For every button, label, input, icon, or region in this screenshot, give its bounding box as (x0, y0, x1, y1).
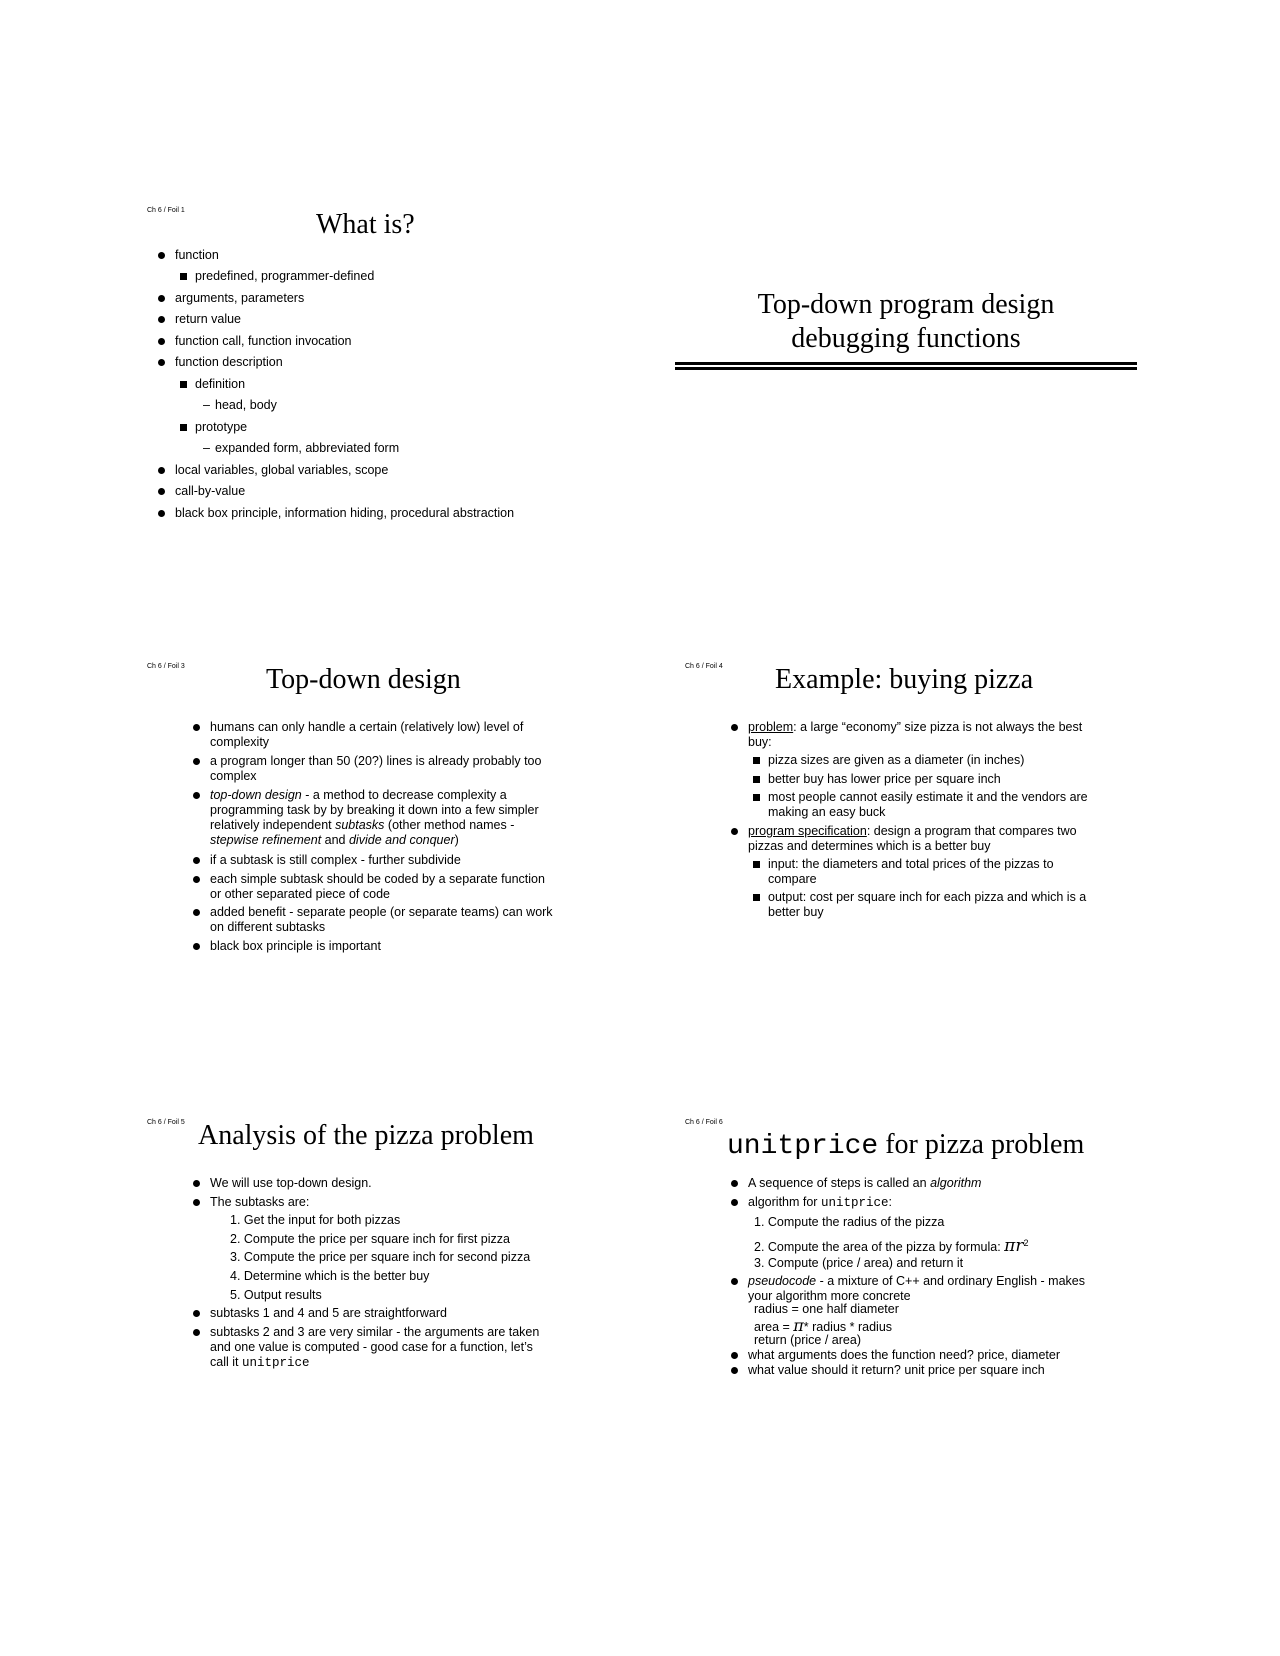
bullet-dot-icon (158, 252, 165, 259)
foil-label: Ch 6 / Foil 4 (685, 663, 723, 670)
list-item: a program longer than 50 (20?) lines is already probably too complex (210, 754, 555, 784)
bullet-dot-icon (158, 295, 165, 302)
bullet-dot-icon (193, 876, 200, 883)
list-item: – head, body (203, 398, 277, 412)
list-item: program specification: design a program that compares two pizzas and determines which is a better buy (748, 824, 1093, 854)
dash-icon: – (203, 441, 210, 455)
code-line: return (price / area) (754, 1333, 861, 1347)
list-item: call-by-value (175, 484, 245, 499)
bullet-dot-icon (158, 488, 165, 495)
code-line: area = π* radius * radius (754, 1316, 893, 1335)
list-item: 5. Output results (230, 1288, 322, 1302)
list-item: 3. Compute the price per square inch for second pizza (230, 1250, 531, 1264)
foil-title-line-1: Top-down program design (757, 289, 1055, 320)
bullet-dot-icon (193, 909, 200, 916)
code-line: radius = one half diameter (754, 1302, 899, 1316)
bullet-square-icon (180, 424, 187, 431)
list-item: function (175, 248, 219, 263)
list-item: local variables, global variables, scope (175, 463, 388, 478)
foil-title: Example: buying pizza (775, 664, 1034, 695)
bullet-dot-icon (158, 338, 165, 345)
bullet-square-icon (753, 894, 760, 901)
list-item: pizza sizes are given as a diameter (in inches) (768, 753, 1093, 768)
list-item: added benefit - separate people (or separate teams) can work on different subtasks (210, 905, 555, 935)
bullet-dot-icon (731, 1199, 738, 1206)
bullet-dot-icon (193, 724, 200, 731)
list-item: if a subtask is still complex - further subdivide (210, 853, 555, 868)
bullet-dot-icon (731, 1367, 738, 1374)
foil-title: Analysis of the pizza problem (198, 1120, 534, 1151)
list-item: 1. Compute the radius of the pizza (754, 1215, 945, 1229)
list-item: arguments, parameters (175, 291, 304, 306)
list-item: input: the diameters and total prices of the pizzas to compare (768, 857, 1093, 887)
bullet-square-icon (753, 776, 760, 783)
bullet-square-icon (180, 381, 187, 388)
foil-label: Ch 6 / Foil 3 (147, 663, 185, 670)
foil-title: Top-down design (266, 664, 461, 695)
list-item: 3. Compute (price / area) and return it (754, 1256, 964, 1270)
title-rule (675, 362, 1137, 365)
foil-title-line-2: debugging functions (791, 323, 1021, 354)
foil-title: unitprice for pizza problem (727, 1129, 1085, 1162)
list-item: output: cost per square inch for each pizza and which is a better buy (768, 890, 1093, 920)
list-item: subtasks 1 and 4 and 5 are straightforward (210, 1306, 555, 1321)
bullet-dot-icon (158, 467, 165, 474)
list-item: algorithm for unitprice: (748, 1195, 1103, 1211)
list-item: better buy has lower price per square inch (768, 772, 1093, 787)
list-item: black box principle, information hiding, procedural abstraction (175, 506, 514, 521)
bullet-dot-icon (193, 1329, 200, 1336)
bullet-dot-icon (731, 724, 738, 731)
list-item: function description (175, 355, 283, 370)
list-item: 1. Get the input for both pizzas (230, 1213, 401, 1227)
list-item: The subtasks are: (210, 1195, 555, 1210)
bullet-square-icon (753, 757, 760, 764)
list-item: what value should it return? unit price per square inch (748, 1363, 1128, 1378)
bullet-square-icon (753, 794, 760, 801)
bullet-dot-icon (731, 1180, 738, 1187)
list-item: pseudocode - a mixture of C++ and ordinary English - makes your algorithm more concrete (748, 1274, 1103, 1304)
bullet-dot-icon (193, 857, 200, 864)
bullet-dot-icon (731, 1352, 738, 1359)
list-item: problem: a large “economy” size pizza is not always the best buy: (748, 720, 1093, 750)
dash-icon: – (203, 398, 210, 412)
list-item: humans can only handle a certain (relatively low) level of complexity (210, 720, 555, 750)
bullet-dot-icon (158, 316, 165, 323)
foil-label: Ch 6 / Foil 5 (147, 1119, 185, 1126)
list-item: – expanded form, abbreviated form (203, 441, 400, 455)
list-item: 4. Determine which is the better buy (230, 1269, 430, 1283)
list-item: what arguments does the function need? price, diameter (748, 1348, 1128, 1363)
bullet-dot-icon (193, 1310, 200, 1317)
foil-label: Ch 6 / Foil 6 (685, 1119, 723, 1126)
list-item: most people cannot easily estimate it and the vendors are making an easy buck (768, 790, 1093, 820)
title-rule (675, 367, 1137, 370)
list-item: 2. Compute the price per square inch for first pizza (230, 1232, 510, 1246)
bullet-dot-icon (193, 1180, 200, 1187)
foil-title: What is? (316, 209, 415, 240)
bullet-dot-icon (158, 510, 165, 517)
bullet-dot-icon (193, 758, 200, 765)
list-item: black box principle is important (210, 939, 555, 954)
list-item: predefined, programmer-defined (195, 269, 374, 284)
bullet-square-icon (180, 273, 187, 280)
list-item: return value (175, 312, 241, 327)
list-item: A sequence of steps is called an algorithm (748, 1176, 1103, 1191)
foil-label: Ch 6 / Foil 1 (147, 207, 185, 214)
bullet-dot-icon (158, 359, 165, 366)
bullet-dot-icon (731, 828, 738, 835)
list-item: each simple subtask should be coded by a separate function or other separated piece of code (210, 872, 555, 902)
bullet-dot-icon (731, 1278, 738, 1285)
bullet-dot-icon (193, 1199, 200, 1206)
list-item: function call, function invocation (175, 334, 352, 349)
list-item: definition (195, 377, 245, 392)
bullet-dot-icon (193, 792, 200, 799)
bullet-square-icon (753, 861, 760, 868)
list-item: We will use top-down design. (210, 1176, 555, 1191)
bullet-dot-icon (193, 943, 200, 950)
list-item: subtasks 2 and 3 are very similar - the arguments are taken and one value is computed - good case for a function, let’s call it unitprice (210, 1325, 555, 1371)
list-item: top-down design - a method to decrease complexity a programming task by by breaking it down into a few simpler relatively independent subtasks (other method names - stepwise refinement and divide and conquer) (210, 788, 555, 848)
list-item: prototype (195, 420, 247, 435)
list-item: 2. Compute the area of the pizza by formula: $\pi r^2$ (754, 1236, 1029, 1257)
